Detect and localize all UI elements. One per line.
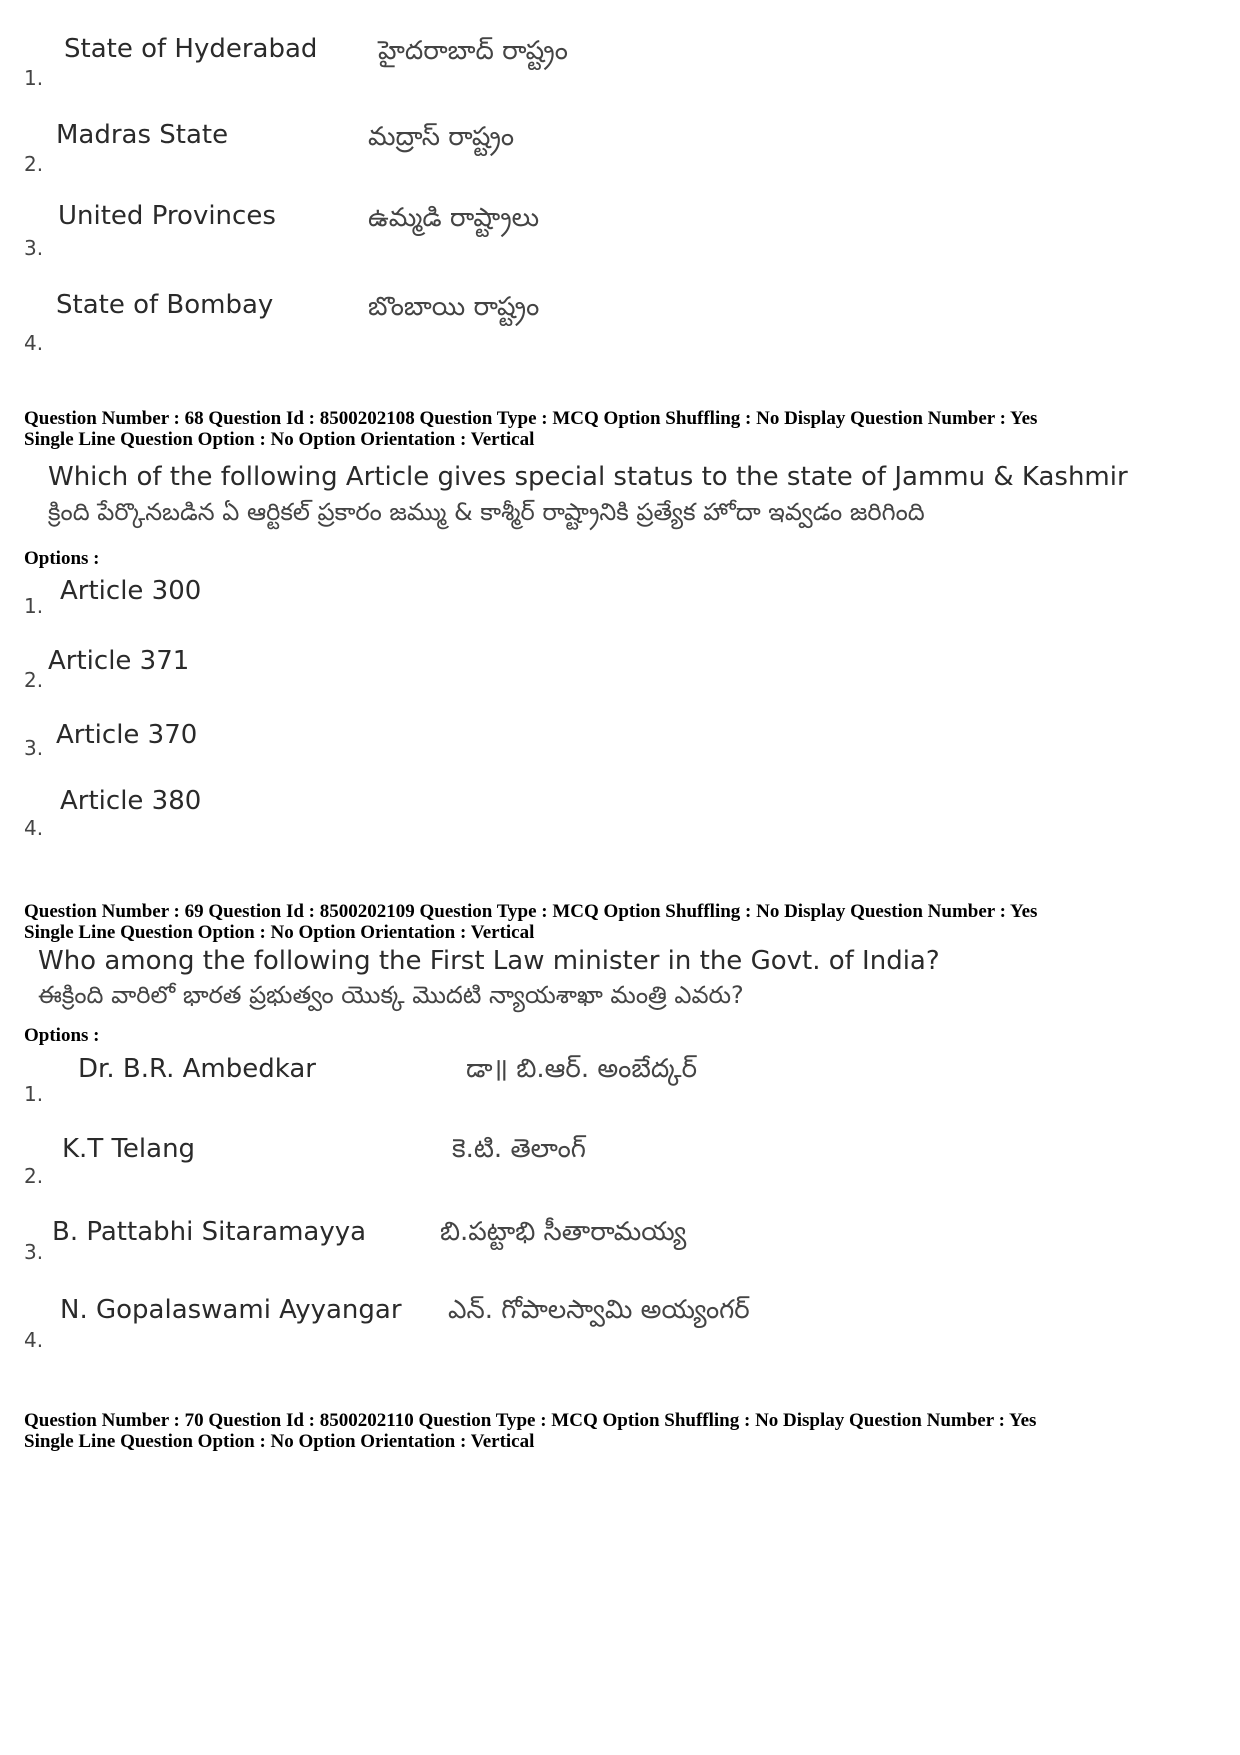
option-number: 2.: [24, 152, 44, 176]
question-meta-line2: Single Line Question Option : No Option Orientation : Vertical: [24, 429, 535, 450]
option-number: 1.: [24, 594, 44, 618]
option-number: 4.: [24, 816, 44, 840]
options-label: Options :: [24, 1025, 100, 1046]
option-text-en: Dr. B.R. Ambedkar: [78, 1054, 316, 1084]
option-number: 3.: [24, 1240, 44, 1264]
option-text-te: మద్రాస్ రాష్ట్రం: [368, 122, 515, 152]
option-text-en: Madras State: [56, 120, 229, 150]
option-text-en: State of Bombay: [56, 290, 274, 320]
option-text-en: Article 370: [56, 720, 198, 750]
question-text-te: క్రింది పేర్కొనబడిన ఏ ఆర్టికల్ ప్రకారం జమ్ము & కాశ్మీర్ రాష్ట్రానికి ప్రత్యేక హోదా ఇవ్వడం జరిగింది: [48, 498, 925, 526]
option-number: 2.: [24, 1164, 44, 1188]
option-number: 4.: [24, 331, 44, 355]
option-text-te: ఉమ్మడి రాష్ట్రాలు: [368, 203, 540, 233]
option-text-en: N. Gopalaswami Ayyangar: [60, 1295, 402, 1325]
question-meta: [24, 901, 1037, 943]
option-number: 4.: [24, 1328, 44, 1352]
option-text-te: డా॥ బి.ఆర్. అంబేద్కర్: [466, 1054, 697, 1084]
option-text-en: Article 300: [60, 576, 202, 606]
question-text-en: Which of the following Article gives special status to the state of Jammu & Kashmir: [48, 462, 1128, 492]
options-label: Options :: [24, 548, 100, 569]
option-text-en: B. Pattabhi Sitaramayya: [52, 1217, 367, 1247]
question-meta-line1: Question Number : 68 Question Id : 8500202108 Question Type : MCQ Option Shuffling : No Display Question Number : Yes: [24, 408, 1038, 429]
option-text-te: ఎన్. గోపాలస్వామి అయ్యంగర్: [448, 1295, 750, 1325]
option-number: 3.: [24, 236, 44, 260]
option-text-te: బి.పట్టాభి సీతారామయ్య: [440, 1217, 687, 1247]
option-number: 1.: [24, 1082, 44, 1106]
option-number: 3.: [24, 736, 44, 760]
question-meta: [24, 1410, 1036, 1452]
question-meta-line1: Question Number : 69 Question Id : 8500202109 Question Type : MCQ Option Shuffling : No Display Question Number : Yes: [24, 901, 1038, 922]
question-meta: [24, 408, 1037, 450]
option-text-en: Article 380: [60, 786, 202, 816]
question-meta-line1: Question Number : 70 Question Id : 8500202110 Question Type : MCQ Option Shuffling : No Display Question Number : Yes: [24, 1410, 1037, 1431]
option-text-en: K.T Telang: [62, 1134, 196, 1164]
option-text-te: బొంబాయి రాష్ట్రం: [368, 292, 540, 322]
question-text-en: Who among the following the First Law minister in the Govt. of India?: [38, 946, 940, 976]
option-text-en: State of Hyderabad: [64, 34, 318, 64]
question-text-te: ఈక్రింది వారిలో భారత ప్రభుత్వం యొక్క మొదటి న్యాయశాఖా మంత్రి ఎవరు?: [38, 981, 744, 1009]
option-number: 1.: [24, 66, 44, 90]
option-text-en: United Provinces: [58, 201, 276, 231]
option-text-te: కె.టి. తెలాంగ్: [452, 1134, 586, 1164]
option-text-te: హైదరాబాద్ రాష్ట్రం: [378, 36, 568, 66]
option-text-en: Article 371: [48, 646, 190, 676]
question-meta-line2: Single Line Question Option : No Option Orientation : Vertical: [24, 1431, 535, 1452]
question-meta-line2: Single Line Question Option : No Option Orientation : Vertical: [24, 922, 535, 943]
option-number: 2.: [24, 668, 44, 692]
